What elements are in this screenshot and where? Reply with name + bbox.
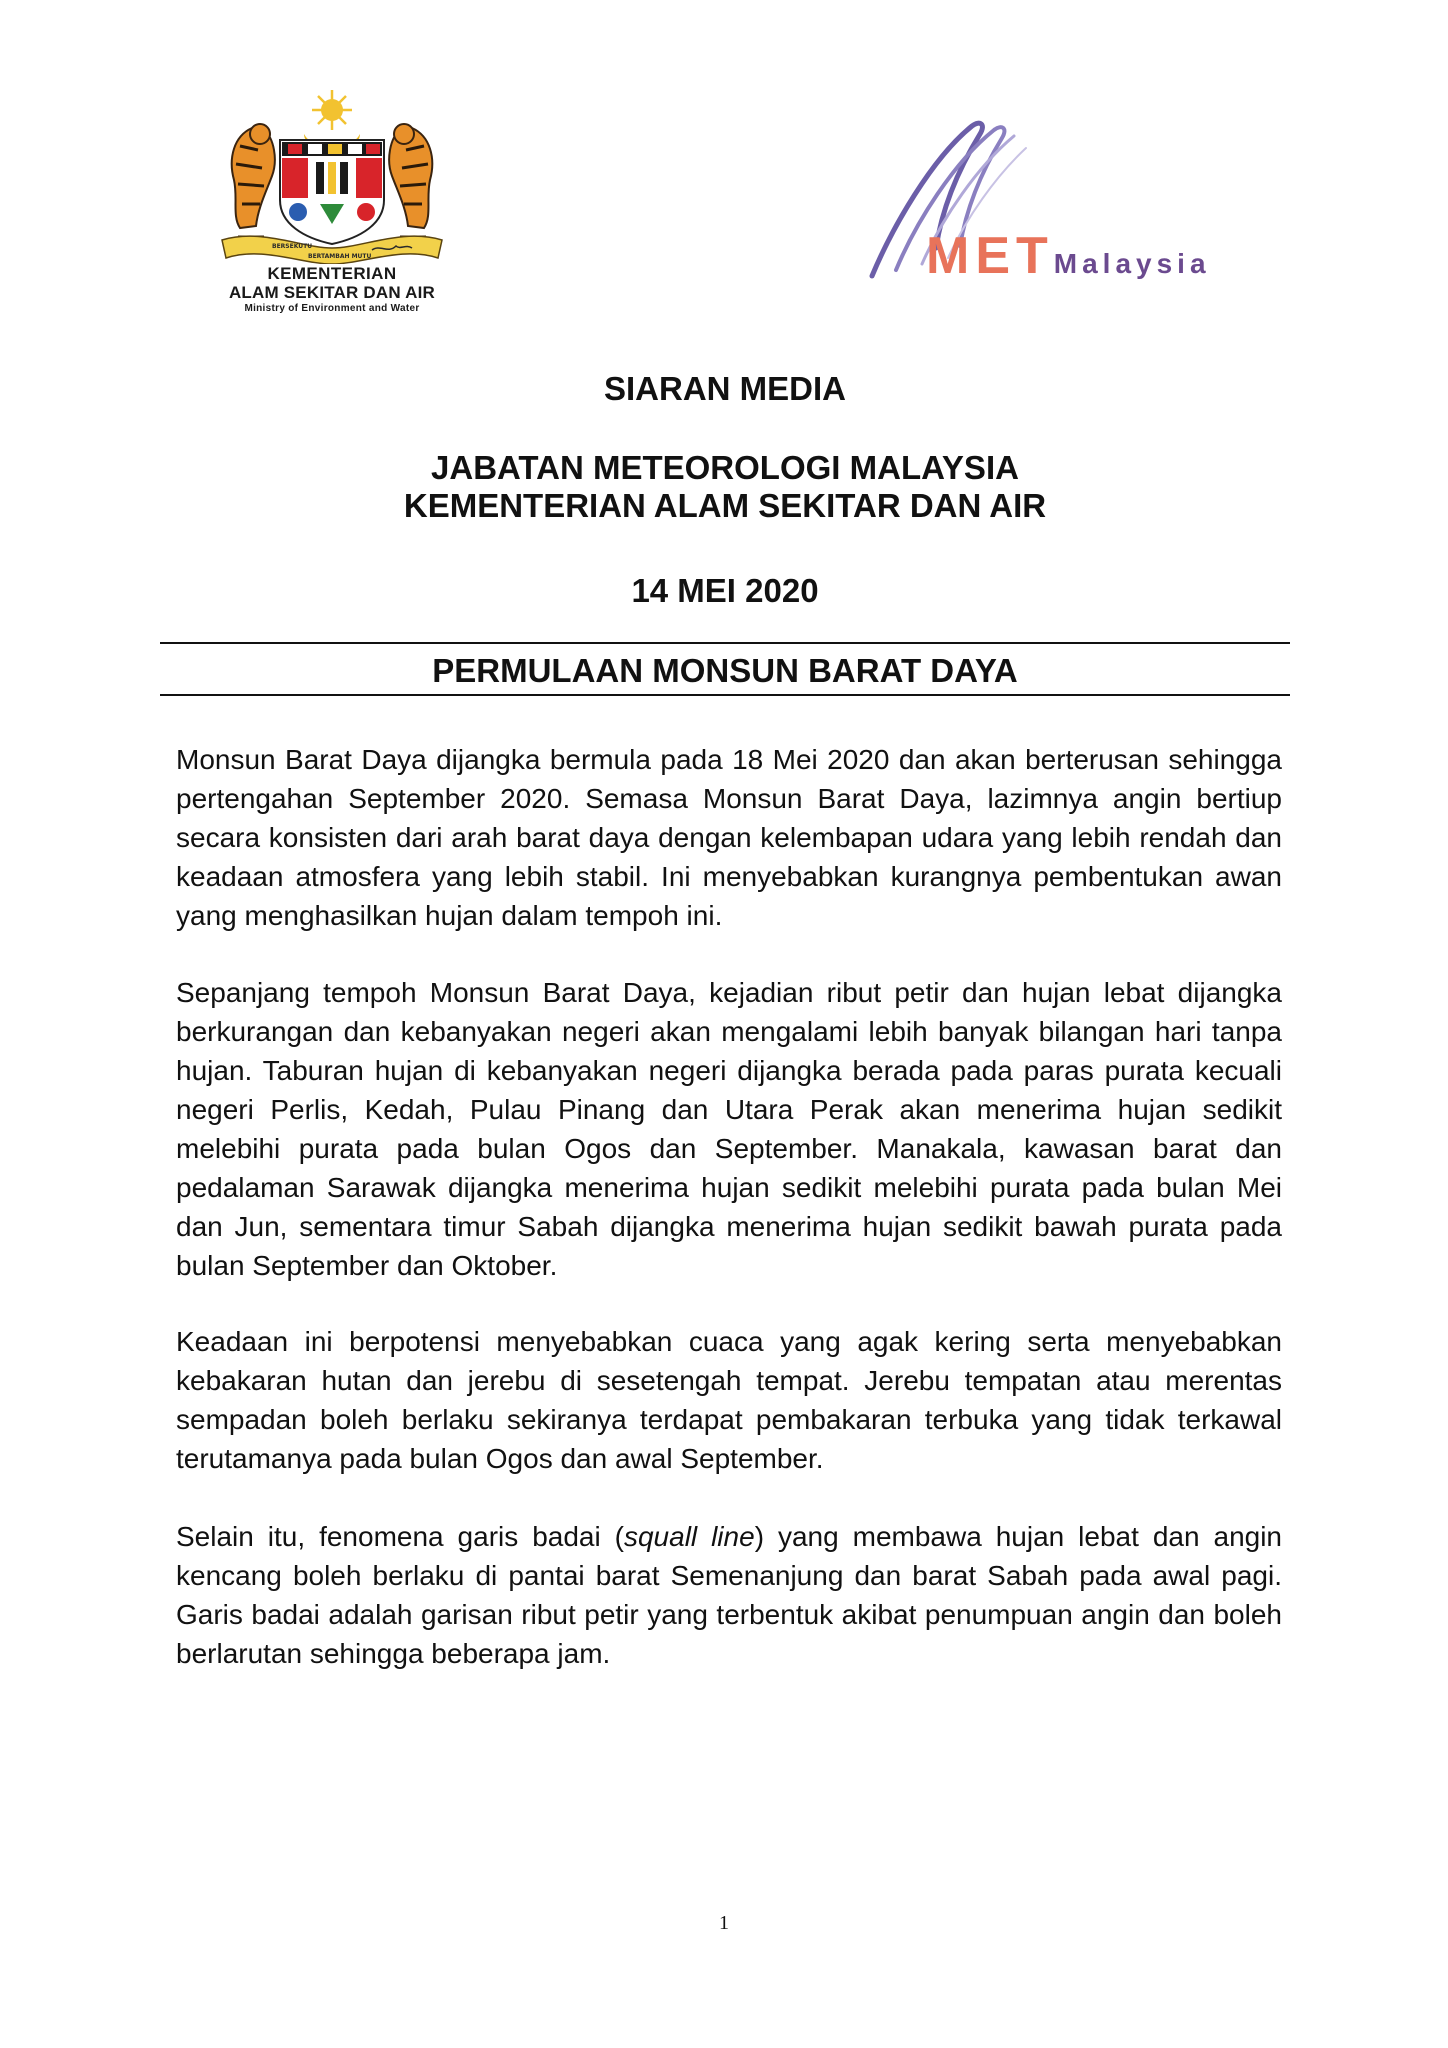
met-text: MET [926,227,1054,285]
squall-line-term: squall line [623,1521,755,1552]
coat-of-arms-icon [212,88,452,264]
met-malaysia-logo [862,118,1222,288]
malaysia-text: Malaysia [1053,248,1211,279]
scroll-text-center: BERTAMBAH MUTU [308,253,372,260]
paragraph-4-start: Selain itu, fenomena garis badai ( [176,1521,624,1552]
met-wordmark [926,226,1211,286]
subject-bottom-rule [160,694,1290,696]
shield-icon [280,140,384,244]
paragraph-4 [176,1517,1282,1673]
subject-top-rule [160,642,1290,644]
ministry-name-english: Ministry of Environment and Water [244,303,420,314]
ministry-name: KEMENTERIAN ALAM SEKITAR DAN AIR [403,487,1047,524]
star-icon [312,90,352,130]
paragraph-1: Monsun Barat Daya dijangka bermula pada 18 Mei 2020 dan akan berterusan sehingga pertengahan September 2020. Semasa Monsun Barat Daya, lazimnya angin bertiup secara konsisten dari arah barat daya dengan kelembapan udara yang lebih rendah dan keadaan atmosfera yang lebih stabil. Ini menyebabkan kurangnya pembentukan awan yang menghasilkan hujan dalam tempoh ini. [176,744,1282,931]
scroll-text-left: BERSEKUTU [272,243,313,250]
paragraph-3: Keadaan ini berpotensi menyebabkan cuaca yang agak kering serta menyebabkan kebakaran hutan dan jerebu di sesetengah tempat. Jerebu tempatan atau merentas sempadan boleh berlaku sekiranya terdapat pembakaran terbuka yang tidak terkawal terutamanya pada bulan Ogos dan awal September. [176,1326,1282,1474]
ministry-name-line2: ALAM SEKITAR DAN AIR [228,283,436,302]
department-name: JABATAN METEOROLOGI MALAYSIA [431,449,1019,486]
ministry-name-line1: KEMENTERIAN [267,264,397,283]
document-heading: SIARAN MEDIA [603,370,846,407]
paragraph-4-end: ) yang membawa hujan lebat dan angin kencang boleh berlaku di pantai barat Semenanjung dan barat Sabah pada awal pagi. Garis badai adalah garisan ribut petir yang terbentuk akibat penumpuan angin dan boleh berlarutan sehingga beberapa jam. [176,1521,1283,1669]
release-date: 14 MEI 2020 [631,572,819,609]
ministry-logo [212,88,452,318]
page-number: 1 [719,1912,729,1934]
document-subject: PERMULAAN MONSUN BARAT DAYA [432,652,1018,689]
paragraph-2: Sepanjang tempoh Monsun Barat Daya, kejadian ribut petir dan hujan lebat dijangka berkurangan dan kebanyakan negeri akan mengalami lebih banyak bilangan hari tanpa hujan. Taburan hujan di kebanyakan negeri dijangka berada pada paras purata kecuali negeri Perlis, Kedah, Pulau Pinang dan Utara Perak akan menerima hujan sedikit melebihi purata pada bulan Ogos dan September. Manakala, kawasan barat dan pedalaman Sarawak dijangka menerima hujan sedikit melebihi purata pada bulan Mei dan Jun, sementara timur Sabah dijangka menerima hujan sedikit bawah purata pada bulan September dan Oktober. [176,977,1282,1281]
left-tiger-icon [232,124,275,238]
right-tiger-icon [389,124,432,238]
